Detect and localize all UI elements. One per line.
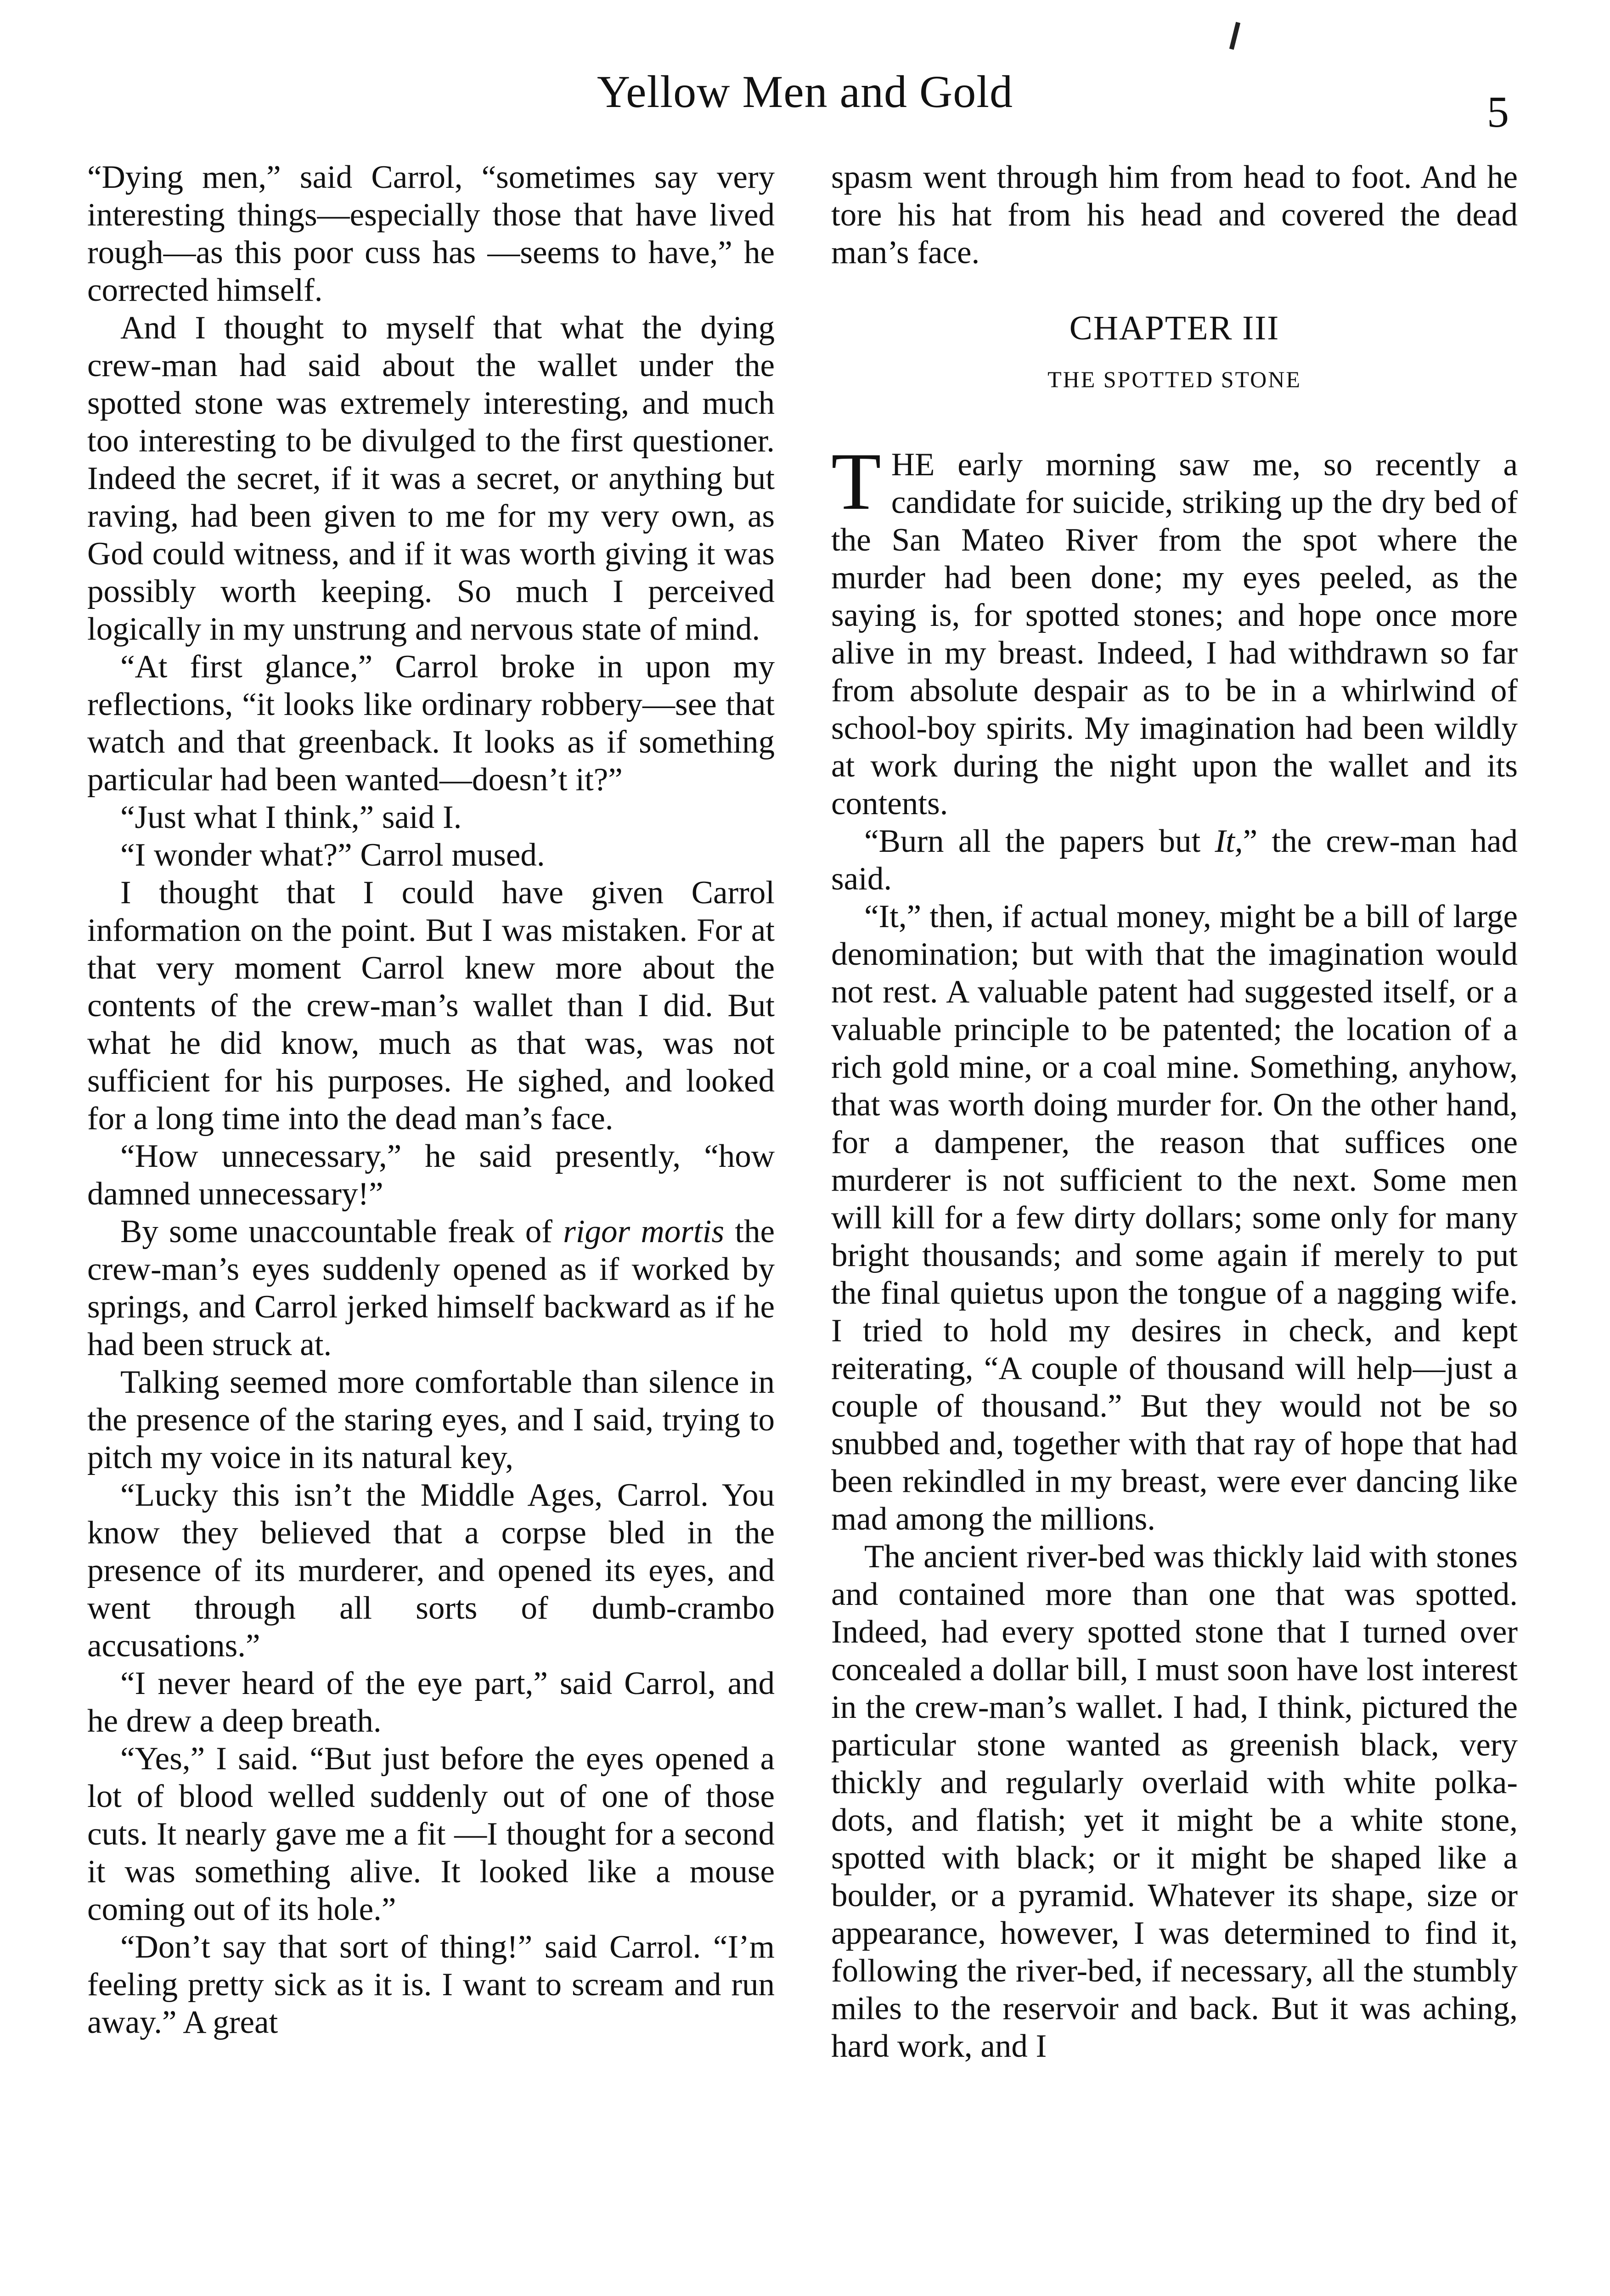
- paragraph: And I thought to myself that what the dying crew-man had said about the wallet under the spotted stone was extremely interesting, and much too interesting to be divulged to the first questioner. Indeed the secret, if it was a secret, or anything but raving, had been given to me for my very own, as God could witness, and if it was worth giving it was possibly worth keeping. So much I perceived logically in my unstrung and nervous state of mind.: [87, 310, 775, 647]
- right-column: [831, 158, 1518, 2065]
- running-title: Yellow Men and Gold: [597, 66, 1013, 117]
- paragraph: “Lucky this isn’t the Middle Ages, Carrol. You know they believed that a corpse bled in the presence of its murderer, and opened its eyes, and went through all sorts of dumb-crambo accusations.”: [87, 1477, 775, 1664]
- text-run: “Burn all the papers but: [864, 823, 1215, 859]
- paragraph: “At first glance,” Carrol broke in upon my reflections, “it looks like ordinary robbery—see that watch and that greenback. It looks as if something particular had been wanted—doesn’t it?”: [87, 649, 775, 798]
- paragraph: “Don’t say that sort of thing!” said Carrol. “I’m feeling pretty sick as it is. I want to scream and run away.” A great: [87, 1929, 775, 2040]
- italic-term: It,: [1215, 823, 1243, 859]
- paragraph: Talking seemed more comfortable than silence in the presence of the staring eyes, and I said, trying to pitch my voice in its natural key,: [87, 1364, 775, 1475]
- paragraph: “Dying men,” said Carrol, “sometimes say very interesting things—especially those that have lived rough—as this poor cuss has —seems to have,” he corrected himself.: [87, 159, 775, 308]
- text-run: HE early morning saw me, so recently a candidate for suicide, striking up the dry bed of the San Mateo River from the spot where the murder had been done; my eyes peeled, as the saying is, for spotted stones; and hope once more alive in my breast. Indeed, I had withdrawn so far from absolute despair as to be in a whirlwind of school-boy spirits. My imagination had been wildly at work during the night upon the wallet and its contents.: [831, 447, 1518, 822]
- chapter-subtitle: THE SPOTTED STONE: [1047, 366, 1301, 392]
- paragraph: The ancient river-bed was thickly laid with stones and contained more than one that was spotted. Indeed, had every spotted stone that I turned over concealed a dollar bill, I must soon have lost interest in the crew-man’s wallet. I had, I think, pictured the particular stone wanted as greenish black, very thickly and regularly overlaid with white polka-dots, and flatish; yet it might be a white stone, spotted with black; or it might be shaped like a boulder, or a pyramid. Whatever its shape, size or appearance, however, I was determined to find it, following the river-bed, if necessary, all the stumbly miles to the reservoir and back. But it was aching, hard work, and I: [831, 1539, 1518, 2064]
- paragraph: “Yes,” I said. “But just before the eyes opened a lot of blood welled suddenly out of one of those cuts. It nearly gave me a fit —I thought for a second it was something alive. It looked like a mouse coming out of its hole.”: [87, 1741, 775, 1927]
- paragraph-burn: [831, 822, 1518, 898]
- chapter-opening-paragraph: [831, 436, 1518, 822]
- paragraph: “Just what I think,” said I.: [120, 799, 462, 835]
- chapter-title: CHAPTER III: [1069, 309, 1280, 347]
- text-run: By some unaccountable freak of: [120, 1214, 563, 1249]
- drop-cap: T: [831, 436, 881, 527]
- paragraph: “I wonder what?” Carrol mused.: [120, 837, 545, 873]
- text-run: the crew-man’s eyes suddenly opened as if worked by springs, and Carrol jerked himself backward as if he had been struck at.: [87, 1214, 775, 1362]
- paragraph-continuation: spasm went through him from head to foot. And he tore his hat from his head and covered the dead man’s face.: [831, 159, 1518, 270]
- paragraph: “How unnecessary,” he said presently, “how damned unnecessary!”: [87, 1138, 775, 1212]
- scan-mark: [1229, 22, 1240, 50]
- left-column: [87, 158, 775, 2041]
- paragraph: “It,” then, if actual money, might be a bill of large denomination; but with that the imagination would not rest. A valuable patent had suggested itself, or a valuable principle to be patented; the location of a rich gold mine, or a coal mine. Something, anyhow, that was worth doing murder for. On the other hand, for a dampener, the reason that suffices one murderer is not sufficient to the next. Some men will kill for a few dirty dollars; some only for many bright thousands; and some again if merely to put the final quietus upon the tongue of a nagging wife. I tried to hold my desires in check, and kept reiterating, “A couple of thousand will help—just a couple of thousand.” But they would not be so snubbed and, together with that ray of hope that had been rekindled in my breast, were ever dancing like mad among the millions.: [831, 899, 1518, 1537]
- paragraph: “I never heard of the eye part,” said Carrol, and he drew a deep breath.: [87, 1666, 775, 1739]
- page-number: 5: [1487, 87, 1509, 136]
- text-run: ” the crew-man had said.: [831, 823, 1518, 897]
- italic-term: rigor mortis: [563, 1214, 724, 1249]
- paragraph: I thought that I could have given Carrol information on the point. But I was mistaken. For at that very moment Carrol knew more about the contents of the crew-man’s wallet than I did. But what he did know, much as that was, was not sufficient for his purposes. He sighed, and looked for a long time into the dead man’s face.: [87, 875, 775, 1137]
- paragraph-rigor-mortis: [87, 1213, 775, 1363]
